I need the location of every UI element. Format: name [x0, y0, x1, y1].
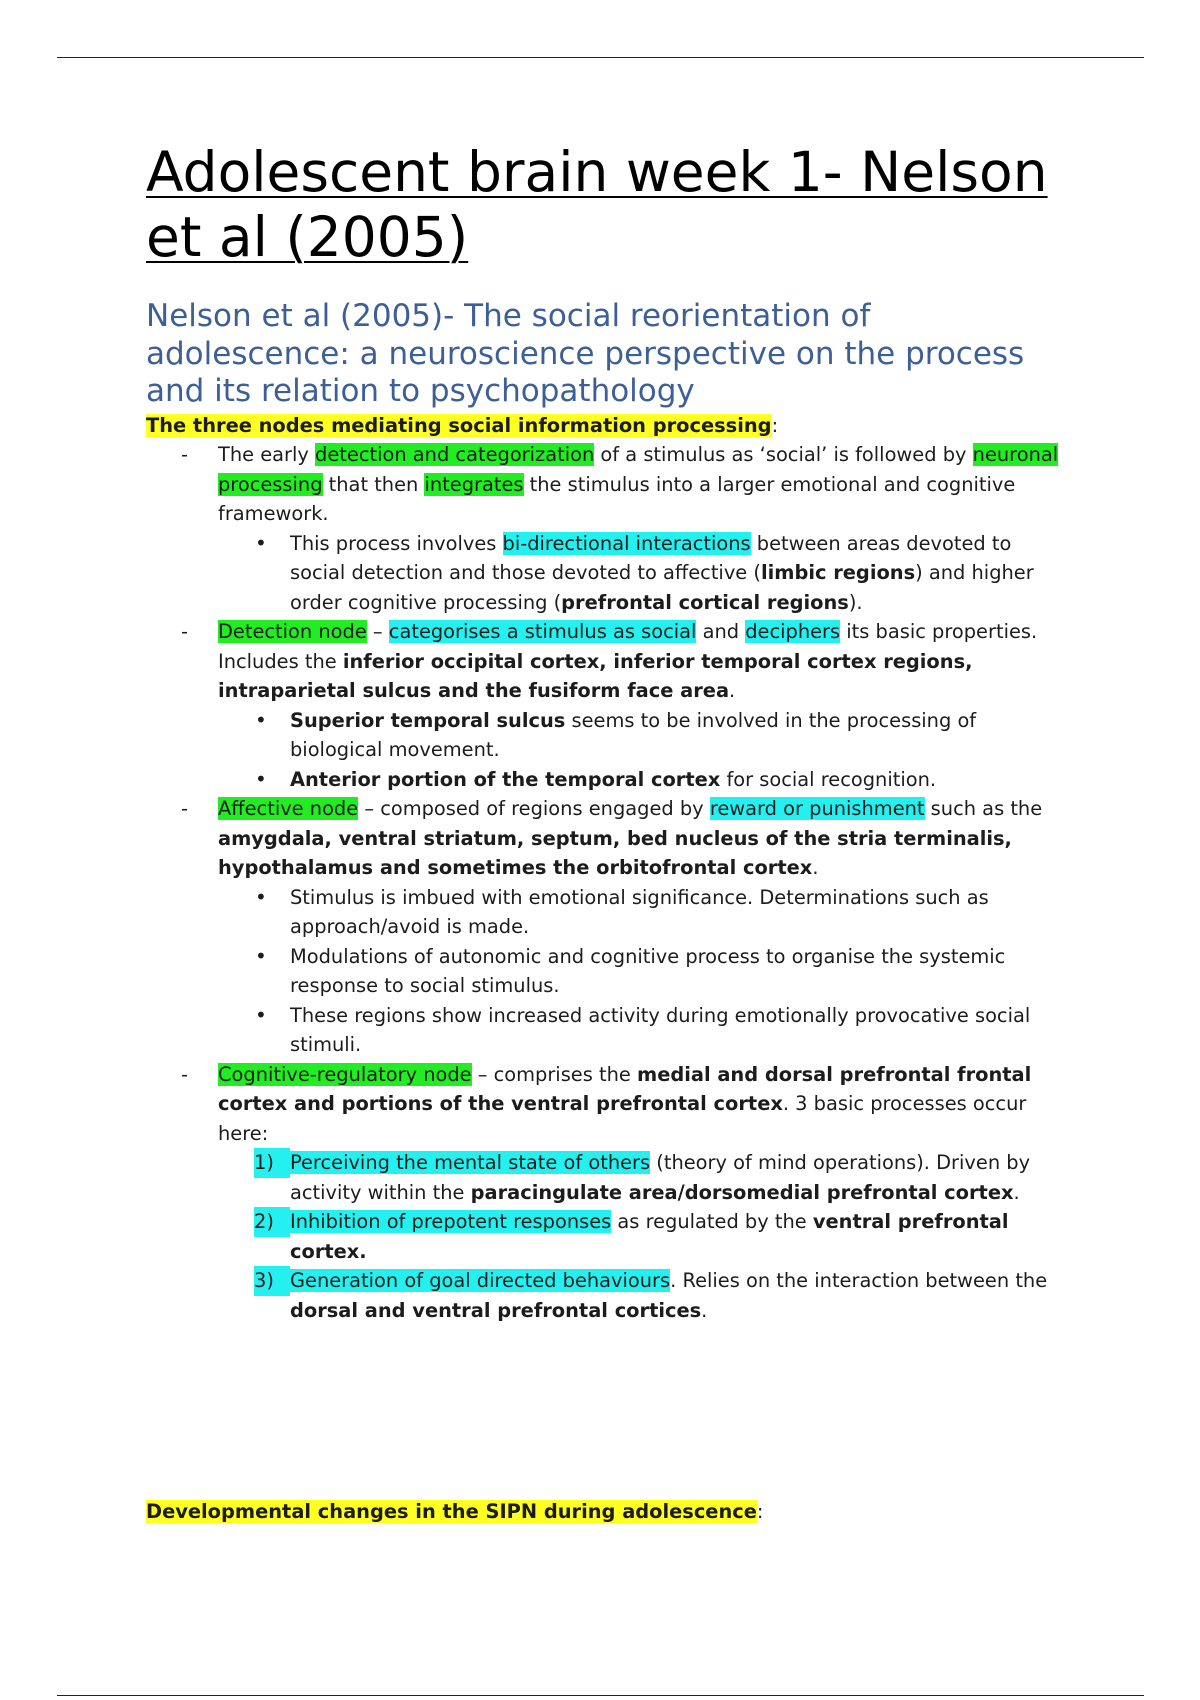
nodes-list [146, 440, 1066, 1325]
heading-colon: : [756, 1500, 764, 1523]
highlight-mental-state: Perceiving the mental state of others [290, 1151, 651, 1174]
text: of a stimulus as ‘social’ is followed by [594, 443, 973, 466]
text: ) and higher order cognitive processing ( [290, 561, 1034, 614]
highlight-goal-directed: Generation of goal directed behaviours [290, 1269, 671, 1292]
bold-paracingulate: paracingulate area/dorsomedial prefrontal cortex [470, 1180, 1014, 1204]
list-item-affective-node [146, 794, 1066, 1060]
bold-sts: Superior temporal sulcus [290, 708, 566, 732]
highlighted-heading: Developmental changes in the SIPN during adolescence [146, 1500, 757, 1523]
bold-cognitive-regions: medial and dorsal prefrontal frontal cortex and portions of the ventral prefrontal cortex [218, 1062, 1032, 1115]
highlight-detection-categorization: detection and categorization [315, 443, 595, 466]
text: between areas devoted to social detection and those devoted to affective ( [290, 531, 1012, 584]
text: This process involves [290, 531, 503, 555]
highlight-deciphers: deciphers [745, 620, 841, 643]
text: . [812, 856, 819, 879]
text: . [701, 1298, 708, 1322]
list-item-process-3 [218, 1266, 1066, 1325]
text: . Relies on the interaction between the [670, 1269, 1048, 1292]
number-1: 1) [254, 1148, 290, 1178]
number-2: 2) [254, 1207, 290, 1237]
section-nodes [146, 411, 1066, 1326]
list-item-modulations: • Modulations of autonomic and cognitive process to organise the systemic response to social stimulus. [218, 942, 1066, 1001]
section-heading-developmental [146, 1497, 763, 1527]
text: – [366, 620, 389, 643]
bold-affective-regions: amygdala, ventral striatum, septum, bed nucleus of the stria terminalis, hypothalamus and sometimes the orbitofrontal cortex [218, 826, 1012, 879]
text: that then [322, 472, 425, 496]
list-item-emotional-significance: • Stimulus is imbued with emotional significance. Determinations such as approach/avoid is made. [218, 883, 1066, 942]
list-item-sts [218, 706, 1066, 765]
bold-prefrontal: prefrontal cortical regions [561, 590, 849, 614]
affective-sublist [146, 883, 1066, 1060]
text: the stimulus into a larger emotional and cognitive framework. [218, 472, 1016, 525]
text: – composed of regions engaged by [358, 797, 710, 820]
overview-sublist [146, 529, 1066, 618]
highlight-cognitive-node: Cognitive-regulatory node [218, 1062, 472, 1086]
list-item-process-1 [218, 1148, 1066, 1207]
list-item-bidirectional [218, 529, 1066, 618]
list-item-process-2 [218, 1207, 1066, 1266]
bold-anterior-temporal: Anterior portion of the temporal cortex [290, 767, 721, 791]
highlight-bidirectional: bi-directional interactions [502, 531, 751, 555]
text: . [1013, 1180, 1020, 1204]
highlight-reward-punishment: reward or punishment [709, 797, 925, 820]
highlight-affective-node: Affective node [218, 797, 359, 820]
text: seems to be involved in the processing of biological movement. [290, 708, 977, 761]
detection-sublist [146, 706, 1066, 795]
document-page [146, 140, 1066, 1523]
document-title: Adolescent brain week 1- Nelson et al (2005) [146, 140, 1048, 269]
processes-list [146, 1148, 1066, 1325]
section-heading-nodes [146, 411, 1066, 441]
highlight-categorises: categorises a stimulus as social [388, 620, 697, 643]
bold-dorsal-ventral: dorsal and ventral prefrontal cortices [290, 1298, 702, 1322]
text: (theory of mind operations). Driven by activity within the [290, 1151, 1031, 1204]
highlighted-heading: The three nodes mediating social information processing [146, 413, 772, 437]
highlight-neuronal-processing: neuronal processing [218, 443, 1059, 496]
text: . 3 basic processes occur here: [218, 1092, 1027, 1145]
heading-colon: : [771, 413, 779, 437]
text: as regulated by the [611, 1210, 813, 1233]
bold-ventral-prefrontal: ventral prefrontal cortex. [290, 1210, 1009, 1263]
highlight-detection-node: Detection node [218, 620, 367, 643]
highlight-integrates: integrates [424, 472, 524, 496]
text: ). [848, 590, 863, 614]
list-item-detection-node [146, 617, 1066, 794]
list-item-increased-activity: • These regions show increased activity during emotionally provocative social stimuli. [218, 1001, 1066, 1060]
text: such as the [924, 797, 1043, 820]
top-rule [57, 57, 1144, 58]
highlight-inhibition: Inhibition of prepotent responses [290, 1210, 612, 1233]
text: its basic properties. Includes the [218, 620, 1038, 673]
section-developmental [146, 1497, 763, 1527]
text: – comprises the [471, 1062, 637, 1086]
text: . [729, 679, 736, 702]
bold-limbic: limbic regions [760, 561, 916, 584]
list-item-cognitive-node [146, 1060, 1066, 1326]
text: for social recognition. [720, 767, 937, 791]
bold-regions: inferior occipital cortex, inferior temporal cortex regions, intraparietal sulcus and the fusiform face area [218, 649, 973, 702]
document-subtitle: Nelson et al (2005)- The social reorientation of adolescence: a neuroscience perspective on the process and its relation to psychopathology [146, 298, 1025, 409]
text: The early [218, 443, 316, 466]
list-item-anterior-temporal [218, 765, 1066, 795]
number-3: 3) [254, 1266, 290, 1296]
text: and [696, 620, 746, 643]
list-item-overview [146, 440, 1066, 617]
bottom-rule [57, 1695, 1144, 1696]
